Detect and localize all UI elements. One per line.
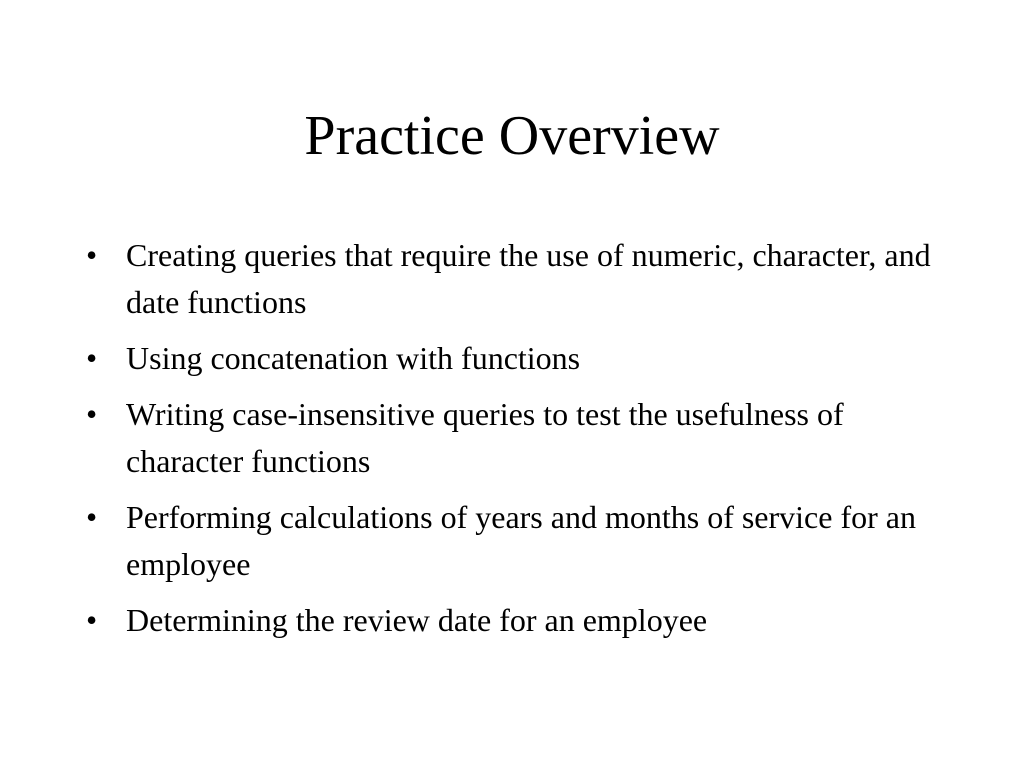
bullet-list <box>86 232 946 653</box>
bullet-item <box>86 232 946 326</box>
bullet-marker: • <box>86 602 98 638</box>
bullet-marker: • <box>86 340 98 376</box>
bullet-text: Determining the review date for an employee <box>126 602 708 638</box>
bullet-item <box>86 494 946 588</box>
bullet-item <box>86 597 946 644</box>
bullet-marker: • <box>86 499 98 535</box>
bullet-item <box>86 391 946 485</box>
bullet-marker: • <box>86 237 98 273</box>
bullet-text: Using concatenation with functions <box>126 340 581 376</box>
bullet-text: Creating queries that require the use of numeric, character, and date functions <box>126 237 931 320</box>
slide-title: Practice Overview <box>304 105 720 167</box>
bullet-text: Writing case-insensitive queries to test the usefulness of character functions <box>126 396 844 479</box>
bullet-text: Performing calculations of years and months of service for an employee <box>126 499 916 582</box>
bullet-marker: • <box>86 396 98 432</box>
bullet-item <box>86 335 946 382</box>
